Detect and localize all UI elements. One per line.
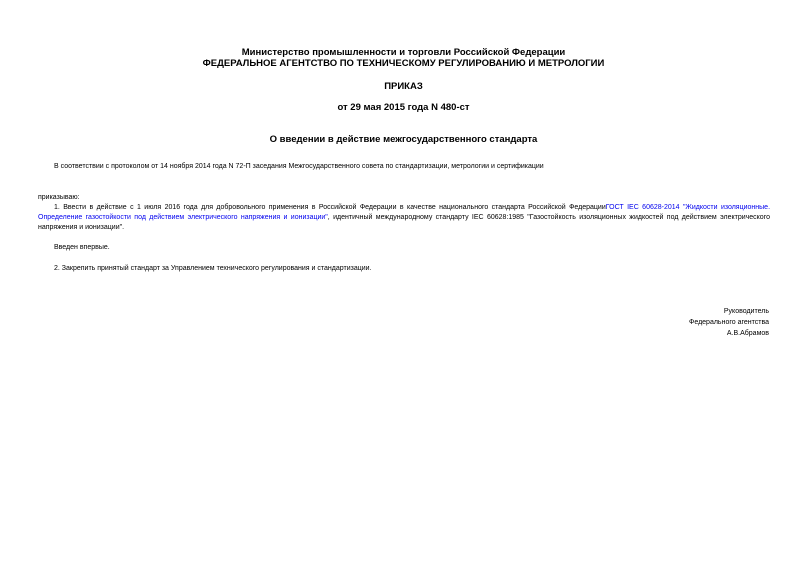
order-subject: О введении в действие межгосударственного стандарта xyxy=(269,134,538,145)
signature-name: А.В.Абрамов xyxy=(726,330,769,337)
order-word: приказываю: xyxy=(38,194,80,201)
order-title: ПРИКАЗ xyxy=(384,81,423,92)
preamble-paragraph: В соответствии с протоколом от 14 ноября 2014 года N 72-П заседания Межгосударственного совета по стандартизации, метрологии и сертификации xyxy=(54,163,544,170)
ministry-title: Министерство промышленности и торговли Российской Федерации xyxy=(241,47,566,58)
item-1-text-before: 1. Ввести в действие с 1 июля 2016 года для добровольного применения в Российской Федерации в качестве национального стандарта Российской Федерации xyxy=(54,204,606,211)
item-2-paragraph: 2. Закрепить принятый стандарт за Управлением технического регулирования и стандартизации. xyxy=(54,265,372,272)
first-introduced-note: Введен впервые. xyxy=(54,244,110,251)
item-1-text-after: , идентичный международному стандарту IEC 60628:1985 "Газостойкость изоляционных жидкостей под действием электрического напряжения и ионизации". xyxy=(38,214,770,231)
signature-position: Руководитель xyxy=(723,308,769,315)
signature-agency: Федерального агентства xyxy=(689,319,769,326)
agency-title: ФЕДЕРАЛЬНОЕ АГЕНТСТВО ПО ТЕХНИЧЕСКОМУ РЕГУЛИРОВАНИЮ И МЕТРОЛОГИИ xyxy=(202,58,605,69)
standard-link[interactable]: ГОСТ IEC 60628-2014 "Жидкости изоляционные. Определение газостойкости под действием электрического напряжения и ионизации" xyxy=(38,204,771,221)
item-1-paragraph xyxy=(38,203,770,233)
order-date-number: от 29 мая 2015 года N 480-ст xyxy=(337,102,470,113)
signature-block xyxy=(689,306,769,339)
